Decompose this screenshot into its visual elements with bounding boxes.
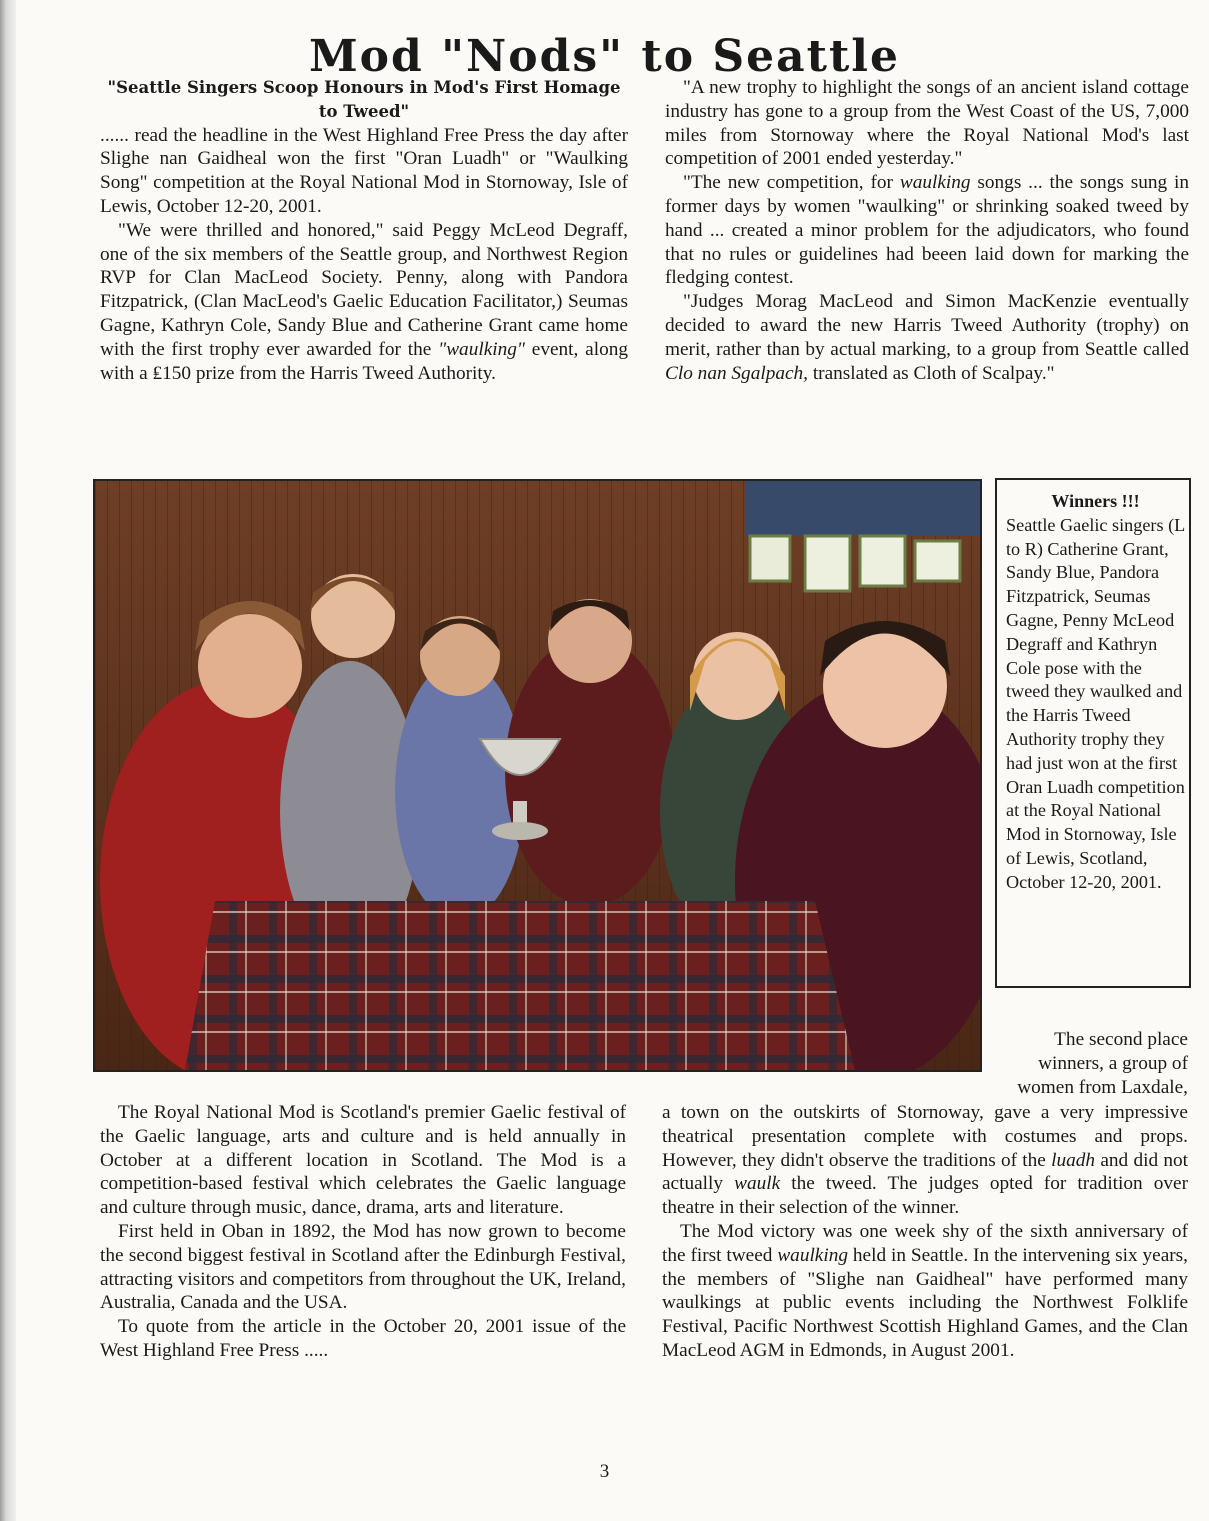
page-binding-edge — [0, 0, 16, 1521]
caption-title: Winners !!! — [1051, 491, 1140, 511]
photo-caption — [995, 478, 1191, 988]
col3-paragraph-3: To quote from the article in the October 20, 2001 issue of the West Highland Free Press ..... — [100, 1316, 626, 1361]
column-2 — [665, 76, 1189, 385]
col4-paragraph-1: a town on the outskirts of Stornoway, gave a very impressive theatrical presentation complete with costumes and props. However, they didn't observe the traditions of the luadh and did not actually waulk the tweed. The judges opted for tradition over theatre in their selection of the winner. — [662, 1102, 1189, 1219]
caption-text: Seattle Gaelic singers (L to R) Catherine Grant, Sandy Blue, Pandora Fitzpatrick, Seumas Gagne, Penny McLeod Degraff and Kathryn Cole pose with the tweed they waulked and the Harris Tweed Authority trophy they had just won at the first Oran Luadh competition at the Royal National Mod in Stornoway, Isle of Lewis, Scotland, October 12-20, 2001. — [1006, 514, 1185, 892]
col2-paragraph-2: "The new competition, for waulking songs ... the songs sung in former days by women "waulking" or shrinking soaked tweed by hand ... created a minor problem for the adjudicators, who found that no rules or guidelines had beeen laid down for marking the fledging contest. — [665, 172, 1189, 289]
col3-paragraph-2: First held in Oban in 1892, the Mod has now grown to become the second biggest festival in Scotland after the Edinburgh Festival, attracting visitors and competitors from throughout the UK, Ireland, Australia, Canada and the USA. — [100, 1220, 626, 1314]
col2-paragraph-3: "Judges Morag MacLeod and Simon MacKenzie eventually decided to award the new Harris Tweed Authority (trophy) on merit, rather than by actual marking, to a group from Seattle called Clo nan Sgalpach, translated as Cloth of Scalpay." — [665, 291, 1189, 384]
column-4 — [662, 1101, 1188, 1363]
col1-paragraph-2: "We were thrilled and honored," said Peggy McLeod Degraff, one of the six members of the Seattle group, and Northwest Region RVP for Clan MacLeod Society. Penny, along with Pandora Fitzpatrick, (Clan MacLeod's Gaelic Education Facilitator,) Seumas Gagne, Kathryn Cole, Sandy Blue and Catherine Grant came home with the first trophy ever awarded for the "waulking" event, along with a ₤150 prize from the Harris Tweed Authority. — [100, 219, 628, 384]
col1-paragraph-1: ...... read the headline in the West Highland Free Press the day after Slighe nan Gaidheal won the first "Oran Luadh" or "Waulking Song" competition at the Royal National Mod in Stornoway, Isle of Lewis, October 12-20, 2001. — [100, 124, 628, 217]
column-3 — [100, 1101, 626, 1363]
page-number: 3 — [599, 1461, 610, 1482]
article-subheadline: "Seattle Singers Scoop Honours in Mod's First Homage to Tweed" — [107, 78, 621, 121]
column-1 — [100, 76, 628, 385]
col2-paragraph-1: "A new trophy to highlight the songs of an ancient island cottage industry has gone to a group from the West Coast of the US, 7,000 miles from Stornoway where the Royal National Mod's last competition of 2001 ended yesterday." — [665, 77, 1189, 170]
col4-paragraph-2: The Mod victory was one week shy of the sixth anniversary of the first tweed waulking held in Seattle. In the intervening six years, the members of "Slighe nan Gaidheal" have performed many waulkings at public events including the Northwest Folklife Festival, Pacific Northwest Scottish Highland Games, and the Clan MacLeod AGM in Edmonds, in August 2001. — [662, 1220, 1188, 1361]
col4-lead-in: The second place winners, a group of women from Laxdale, — [1017, 1029, 1188, 1098]
article-title: Mod "Nods" to Seattle — [308, 31, 901, 83]
col3-paragraph-1: The Royal National Mod is Scotland's premier Gaelic festival of the Gaelic language, arts and culture and is held annually in October at a different location in Scotland. The Mod is a competition-based festival which celebrates the Gaelic language and culture through music, dance, drama, arts and literature. — [100, 1102, 626, 1219]
group-photo — [93, 479, 982, 1072]
